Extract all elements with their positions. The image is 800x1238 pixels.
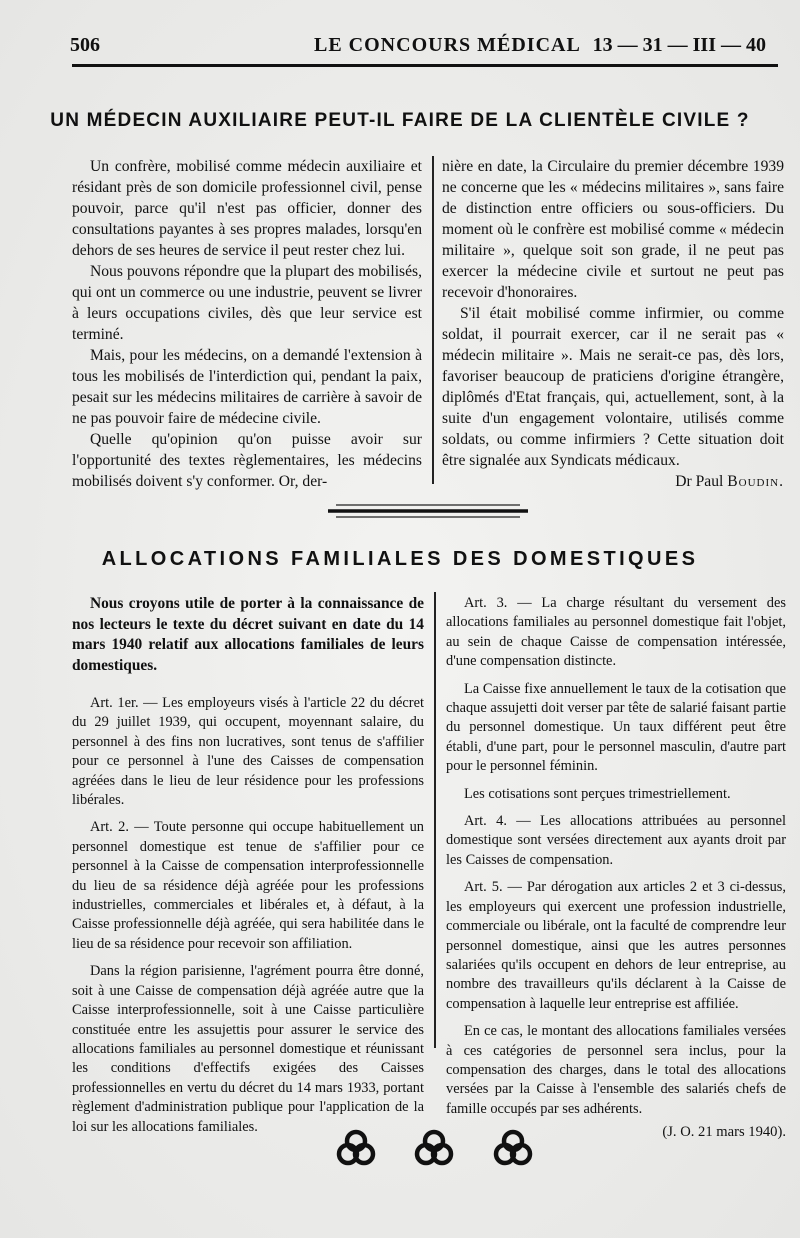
article-4-text: Art. 4. — Les allocations attribuées au personnel domestique sont versées directement aux ayants droit par les Caisses de compensation. <box>446 813 786 868</box>
article2-right-column <box>446 594 786 1143</box>
trefoil-ornament <box>414 1128 454 1168</box>
paragraph: Les cotisations sont perçues trimestriellement. <box>464 785 731 802</box>
paragraph: Quelle qu'opinion qu'on puisse avoir sur l'opportunité des textes règlementaires, les médecins mobilisés doivent s'y conformer. Or, der- <box>72 431 422 490</box>
source-citation: (J. O. 21 mars 1940). <box>662 1124 786 1141</box>
paragraph: S'il était mobilisé comme infirmier, ou comme soldat, il pourrait exercer, car il ne serait pas « médecin militaire ». Mais ne serait-ce pas, dès lors, favoriser beaucoup de praticiens d'origine étrangère, diplômés d'Etat français, qui, actuellement, sont, à la suite d'un engagement volontaire, utilisés comme soldats, ou comme infirmiers ? Cette situation doit être signalée aux Syndicats médicaux. <box>442 305 784 469</box>
running-header <box>70 34 780 64</box>
column-divider <box>434 592 436 1048</box>
signature: Dr Paul Boudin. <box>675 473 784 490</box>
section-title: ALLOCATIONS FAMILIALES DES DOMESTIQUES <box>101 548 699 570</box>
paragraph: Mais, pour les médecins, on a demandé l'extension à tous les mobilisés de l'interdiction qui, pendant la paix, pesait sur les médecins militaires de carrière à savoir de ne pas pouvoir faire de médecine civile. <box>72 347 422 427</box>
article-2-text: Art. 2. — Toute personne qui occupe habituellement un personnel domestique est tenue de s'affilier pour ce personnel à la Caisse de compensation interprofessionnelle du lieu de sa résidence déjà agréée pour les professions industrielles, commerciales et libérales et, à défaut, à la Caisse professionnelle déjà agréée, qui sera habilitée dans le lieu de sa résidence pour recevoir son affiliation. <box>72 819 424 952</box>
article1-right-column <box>442 156 784 492</box>
paragraph: Un confrère, mobilisé comme médecin auxiliaire et résidant près de son domicile professionnel civil, pense pouvoir, parce qu'il n'est pas officier, donner des consultations payantes à ses propres malades, lorsqu'en dehors de ses heures de service il peut rester chez lui. <box>72 158 422 259</box>
article1-left-column <box>72 156 422 492</box>
article-title: UN MÉDECIN AUXILIAIRE PEUT-IL FAIRE DE LA CLIENTÈLE CIVILE ? <box>50 110 750 131</box>
trefoil-ornament <box>336 1128 376 1168</box>
paragraph: Dans la région parisienne, l'agrément pourra être donné, soit à une Caisse de compensation déjà agréée autre que la Caisse interprofessionnelle, soit à une Caisse particulière constituée entre les assujettis pour assurer le service des allocations familiales au personnel domestique et réunissant les conditions d'effectifs exigées des Caisses professionnelles en vertu du décret du 14 mars 1933, portant règlement d'administration publique pour l'application de la loi sur les allocations familiales. <box>72 963 424 1135</box>
trefoil-ornament <box>493 1128 533 1168</box>
journal-name: LE CONCOURS MÉDICAL <box>314 34 581 56</box>
article2-left-column <box>72 594 424 1137</box>
paragraph: En ce cas, le montant des allocations familiales versées à ces catégories de personnel sera inclus, pour la compensation des charges, dans le total des allocations versées par la Caisse à l'ensemble des salariés chefs de famille occupés par ses adhérents. <box>446 1023 786 1117</box>
page-number: 506 <box>70 34 100 56</box>
paragraph: La Caisse fixe annuellement le taux de la cotisation que chaque assujetti doit verser par tête de salarié faisant partie du personnel domestique. Un taux différent peut être établi, d'une part, pour le personnel masculin, d'autre part pour le personnel féminin. <box>446 680 786 775</box>
paragraph: Nous pouvons répondre que la plupart des mobilisés, qui ont un commerce ou une industrie, peuvent se livrer à leurs occupations civiles, dès que leur service est terminé. <box>72 263 422 343</box>
article-5-text: Art. 5. — Par dérogation aux articles 2 et 3 ci-dessus, les employeurs qui exercent une profession industrielle, commerciale ou libérale, ont la faculté de comprendre leur personnel domestique, ainsi que les autres personnes salariées qu'ils occupent en dehors de leur entreprise, au nombre des travailleurs qu'ils déclarent à la Caisse de compensation à laquelle leur entreprise est affiliée. <box>446 879 786 1012</box>
article-3-text: Art. 3. — La charge résultant du versement des allocations familiales au personnel domestique fait l'objet, au sein de chaque Caisse de compensation intéressée, d'une compensation distincte. <box>446 595 786 670</box>
column-divider <box>432 156 434 484</box>
article-1-text: Art. 1er. — Les employeurs visés à l'article 22 du décret du 29 juillet 1939, qui occupent, moyennant salaire, du personnel à des fins non lucratives, sont tenus de s'affilier pour ce personnel à l'une des Caisses de compensation agréées dans le lieu de leur résidence pour les professions libérales. <box>72 695 424 809</box>
issue-number: 13 — 31 — III — 40 <box>592 34 766 56</box>
intro-paragraph: Nous croyons utile de porter à la connaissance de nos lecteurs le texte du décret suivant en date du 14 mars 1940 relatif aux allocations familiales de leurs domestiques. <box>72 595 424 674</box>
paragraph: nière en date, la Circulaire du premier décembre 1939 ne concerne que les « médecins militaires », sans faire de distinction entre officiers ou sous-officiers. Du moment où le confrère est mobilisé comme « médecin militaire », quelque soit son grade, il ne peut pas exercer la médecine civile et surtout ne peut pas recevoir d'honoraires. <box>442 158 784 301</box>
header-rule <box>72 64 778 67</box>
section-divider <box>326 500 530 522</box>
